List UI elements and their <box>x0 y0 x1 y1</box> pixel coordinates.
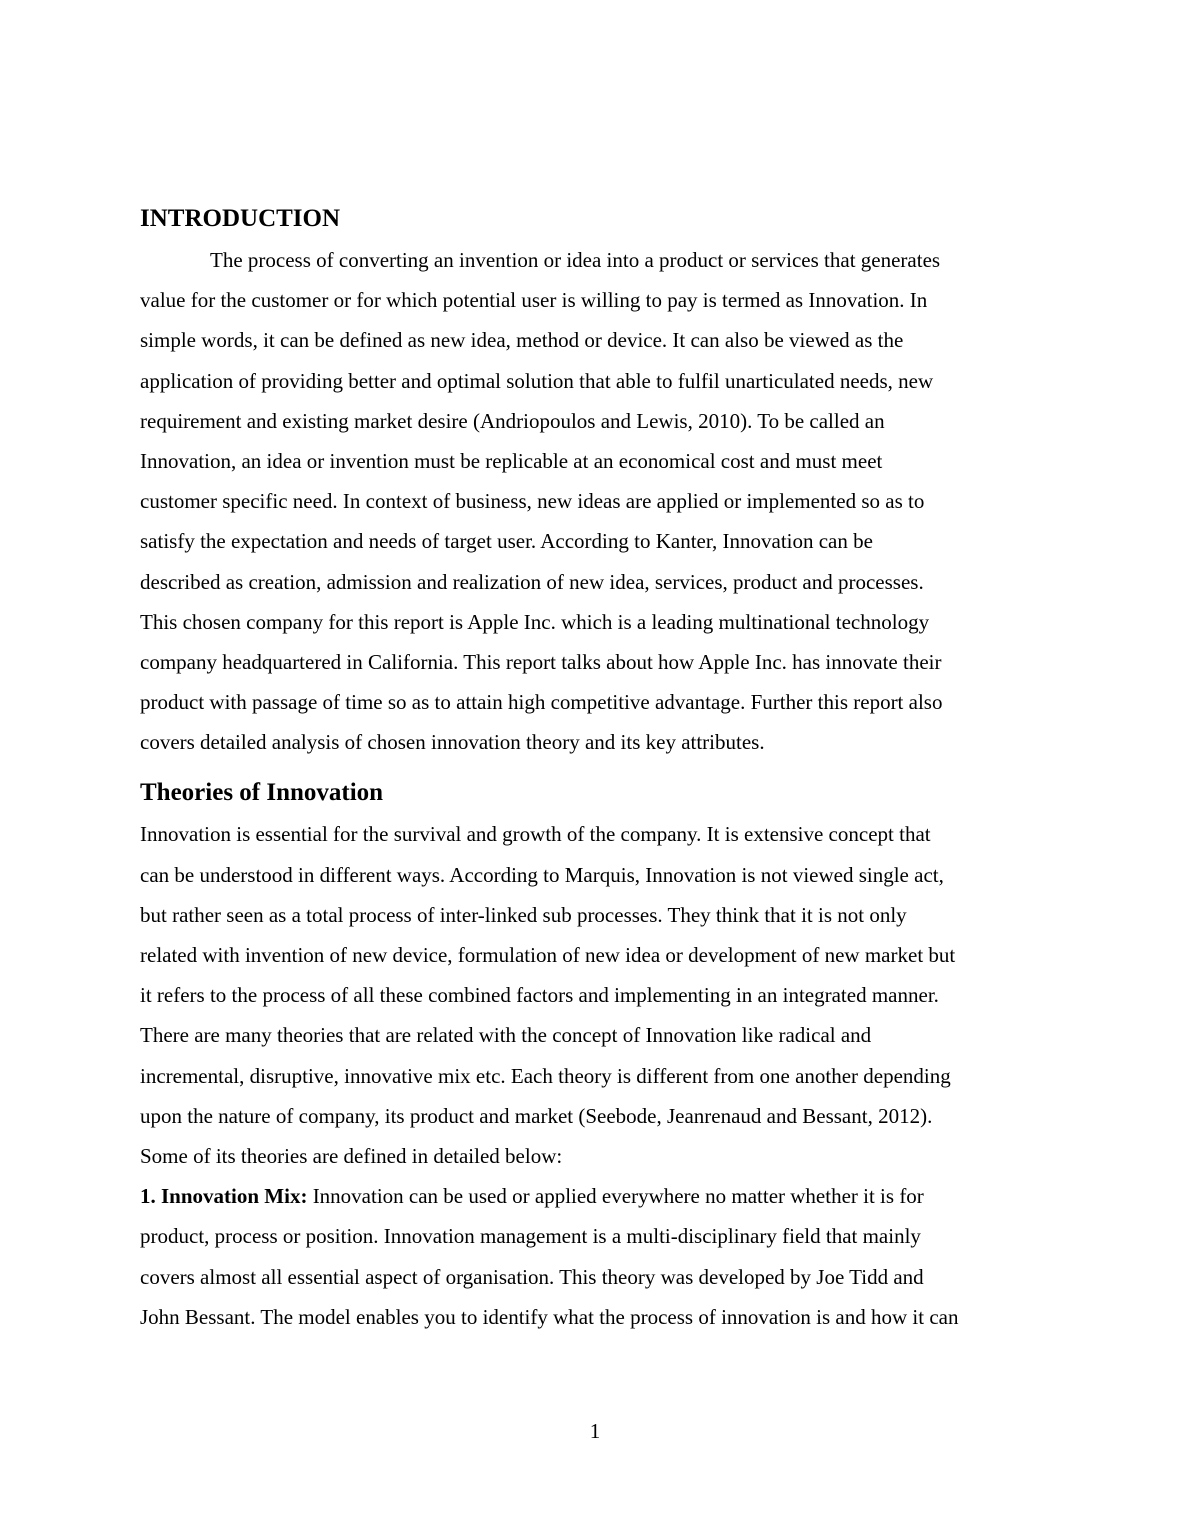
theories-heading: Theories of Innovation <box>140 779 384 807</box>
intro-line: application of providing better and optimal solution that able to fulfil unarticulated needs, new <box>140 368 934 393</box>
theories-line: it refers to the process of all these combined factors and implementing in an integrated manner. <box>140 983 939 1008</box>
theories-line: but rather seen as a total process of inter-linked sub processes. They think that it is not only <box>140 902 907 927</box>
theories-line: upon the nature of company, its product and market (Seebode, Jeanrenaud and Bessant, 2012). <box>140 1103 933 1128</box>
theories-line: Some of its theories are defined in detailed below: <box>140 1143 563 1168</box>
innovation-mix-label: 1. Innovation Mix: <box>140 1184 308 1209</box>
innovation-mix-paragraph <box>140 1176 1052 1337</box>
intro-line: described as creation, admission and realization of new idea, services, product and processes. <box>140 569 924 594</box>
page-content <box>140 198 1052 1337</box>
theories-line: incremental, disruptive, innovative mix etc. Each theory is different from one another depending <box>140 1063 951 1088</box>
intro-line: The process of converting an invention or idea into a product or services that generates <box>210 248 941 272</box>
innovation-mix-line: John Bessant. The model enables you to identify what the process of innovation is and how it can <box>140 1304 959 1329</box>
intro-line: product with passage of time so as to attain high competitive advantage. Further this report also <box>140 690 943 715</box>
page-number: 1 <box>589 1419 601 1443</box>
innovation-mix-line: product, process or position. Innovation management is a multi-disciplinary field that mainly <box>140 1224 921 1249</box>
introduction-paragraph <box>140 240 1052 762</box>
innovation-mix-line: covers almost all essential aspect of organisation. This theory was developed by Joe Tidd and <box>140 1264 924 1289</box>
intro-line: company headquartered in California. This report talks about how Apple Inc. has innovate their <box>140 649 942 674</box>
intro-line: Innovation, an idea or invention must be replicable at an economical cost and must meet <box>140 448 883 473</box>
innovation-mix-text: Innovation can be used or applied everywhere no matter whether it is for <box>307 1184 924 1209</box>
intro-line: requirement and existing market desire (Andriopoulos and Lewis, 2010). To be called an <box>140 408 885 433</box>
intro-line: value for the customer or for which potential user is willing to pay is termed as Innovation. In <box>140 288 928 313</box>
theories-line: can be understood in different ways. According to Marquis, Innovation is not viewed single act, <box>140 862 944 887</box>
theories-paragraph <box>140 814 1052 1176</box>
theories-line: Innovation is essential for the survival and growth of the company. It is extensive concept that <box>140 822 931 847</box>
intro-line: This chosen company for this report is Apple Inc. which is a leading multinational technology <box>140 609 930 634</box>
intro-line: satisfy the expectation and needs of target user. According to Kanter, Innovation can be <box>140 529 873 554</box>
theories-line: There are many theories that are related with the concept of Innovation like radical and <box>140 1023 872 1048</box>
spacer <box>140 762 1052 772</box>
introduction-heading: INTRODUCTION <box>140 205 341 232</box>
intro-line: covers detailed analysis of chosen innovation theory and its key attributes. <box>140 730 765 755</box>
theories-line: related with invention of new device, formulation of new idea or development of new market but <box>140 943 956 967</box>
intro-line: simple words, it can be defined as new idea, method or device. It can also be viewed as the <box>140 328 904 353</box>
intro-line: customer specific need. In context of business, new ideas are applied or implemented so as to <box>140 489 925 514</box>
innovation-mix-first-line <box>140 1176 1052 1216</box>
